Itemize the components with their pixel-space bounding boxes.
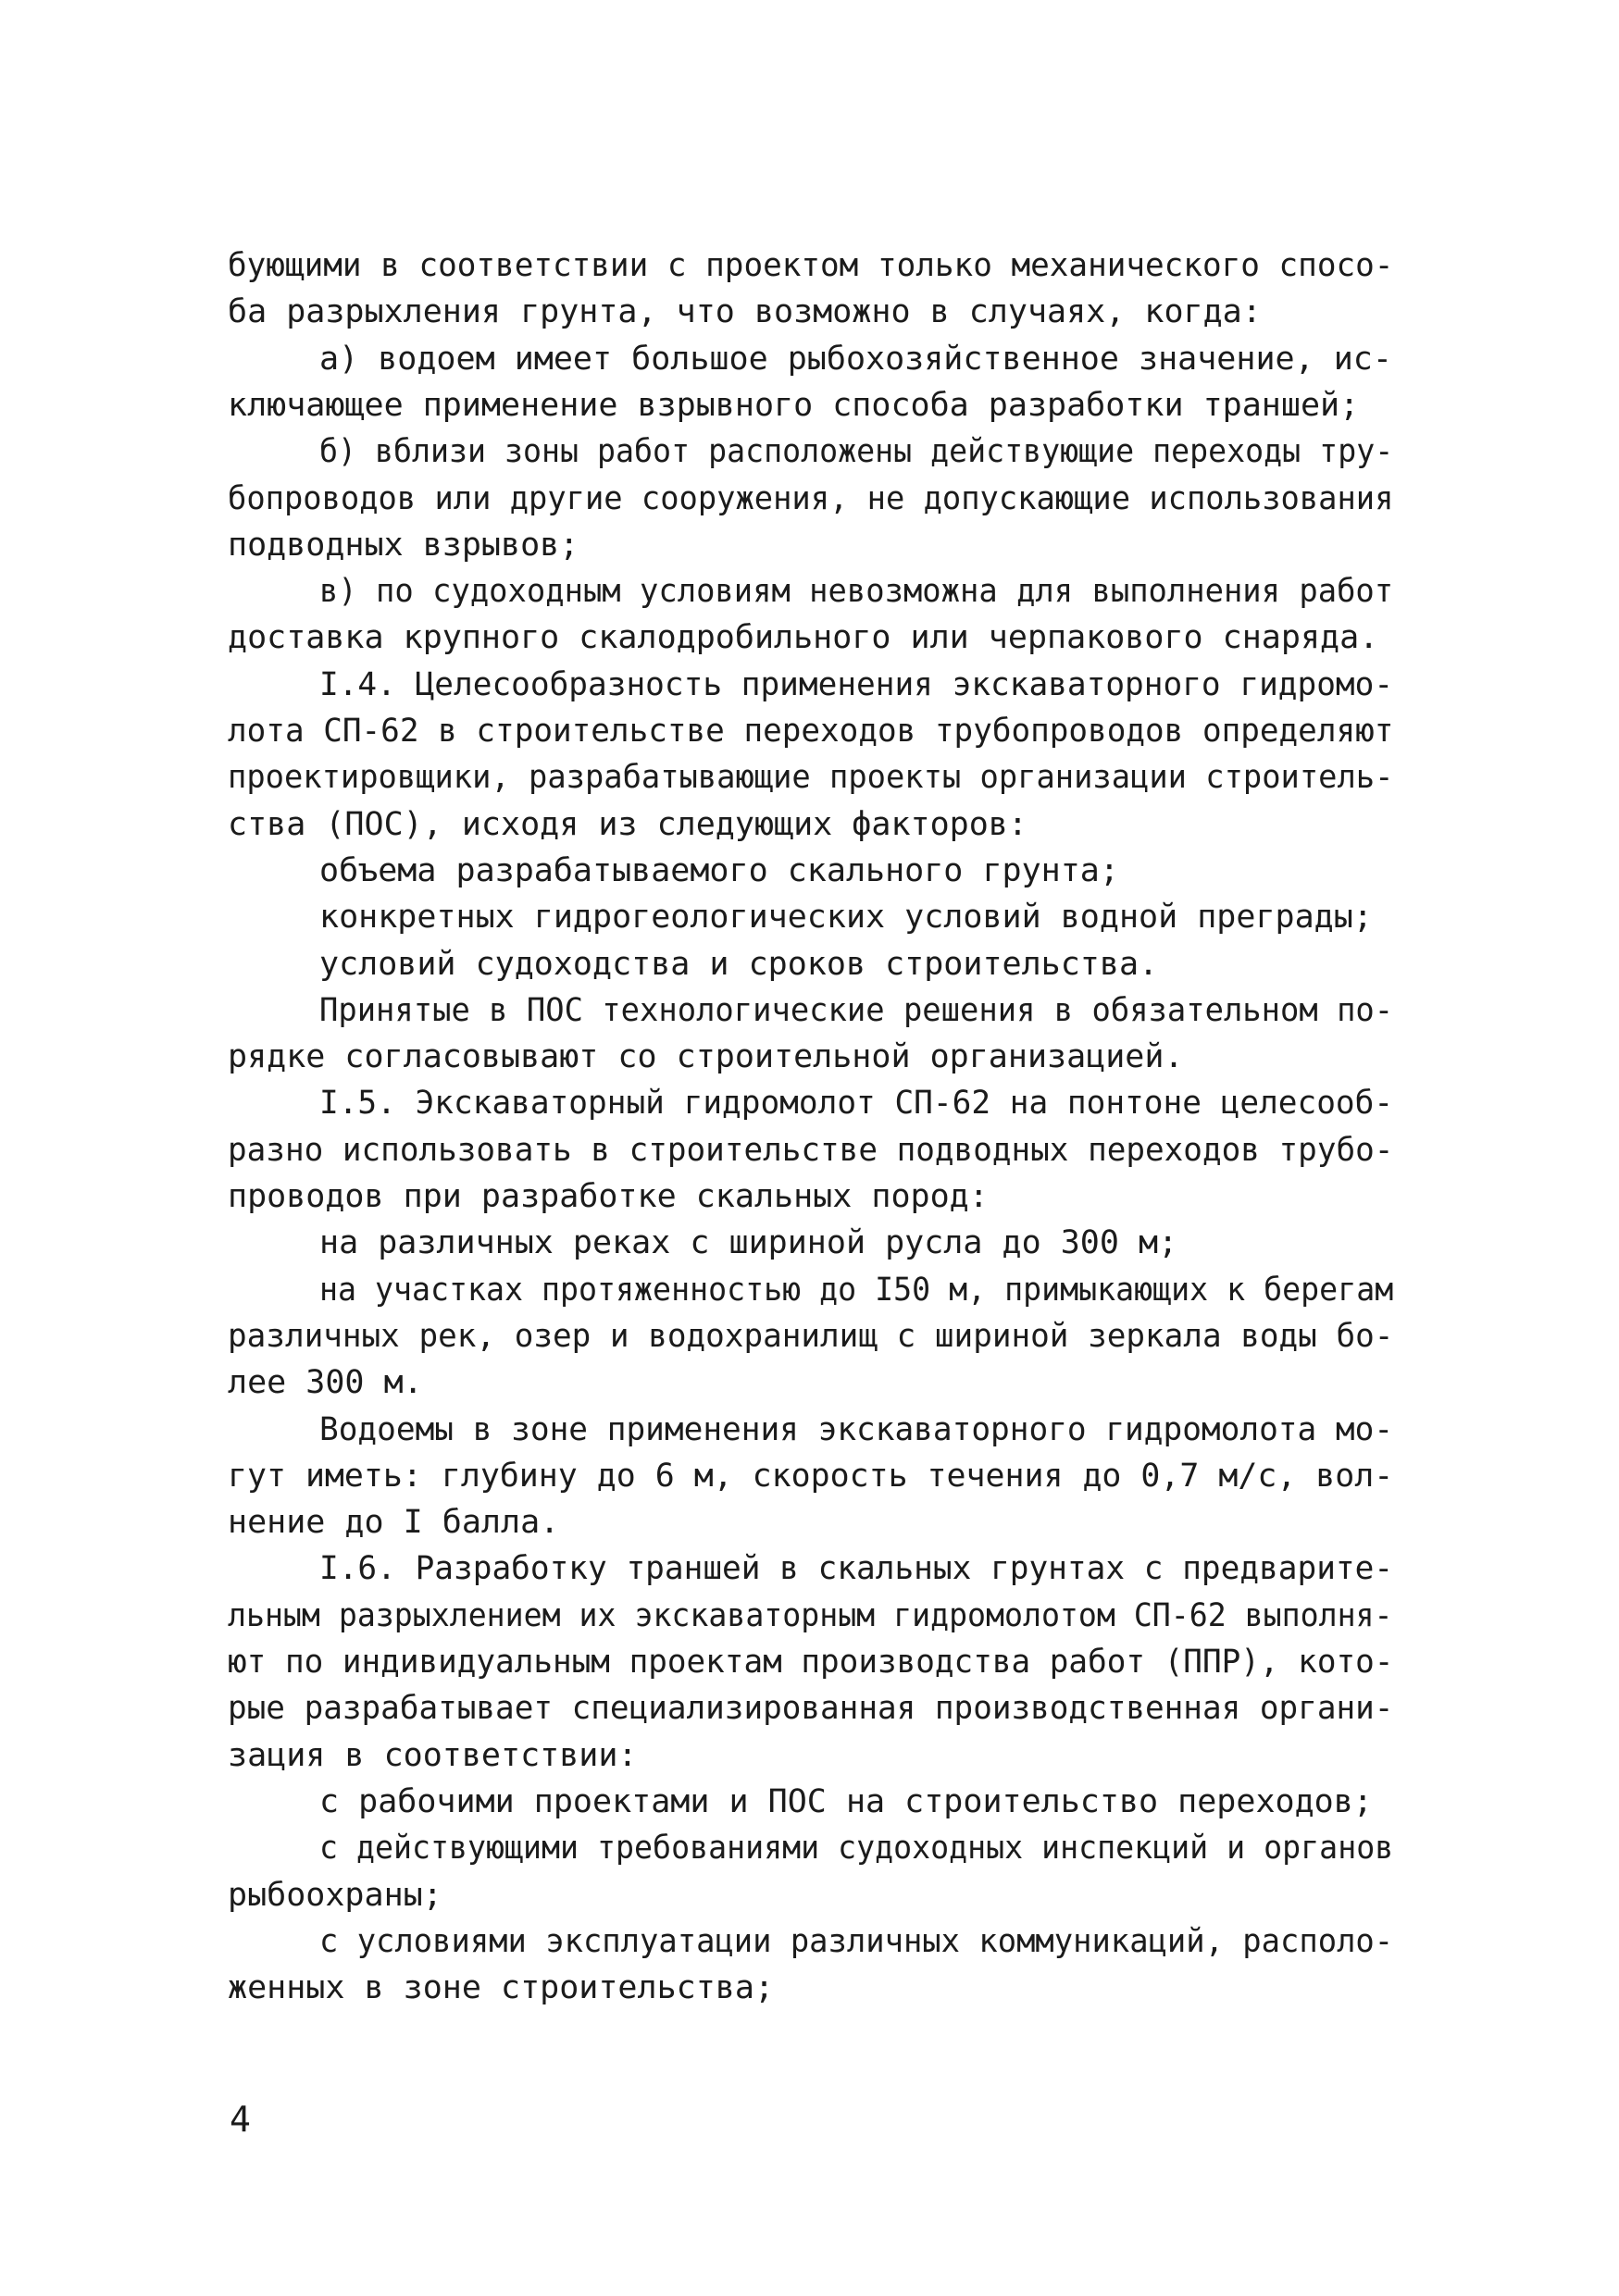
text-line: различных рек, озер и водохранилищ с шириной зеркала воды бо- bbox=[228, 1317, 1394, 1355]
text-line: на участках протяженностью до I50 м, примыкающих к берегам bbox=[319, 1271, 1394, 1309]
text-line: гут иметь: глубину до 6 м, скорость течения до 0,7 м/с, вол- bbox=[228, 1457, 1394, 1495]
text-line: зация в соответствии: bbox=[228, 1736, 638, 1774]
page-number: 4 bbox=[230, 2099, 251, 2140]
text-line: рядке согласовывают со строительной организацией. bbox=[228, 1038, 1184, 1076]
text-line: лота СП-62 в строительстве переходов трубопроводов определяют bbox=[228, 713, 1394, 750]
text-line: с условиями эксплуатации различных коммуникаций, располо- bbox=[319, 1922, 1394, 1960]
text-line: конкретных гидрогеологических условий водной преграды; bbox=[319, 899, 1373, 937]
text-line: подводных взрывов; bbox=[228, 526, 579, 564]
text-line: в) по судоходным условиям невозможна для выполнения работ bbox=[319, 573, 1394, 611]
text-line: проводов при разработке скальных пород: bbox=[228, 1178, 989, 1215]
text-line: лее 300 м. bbox=[228, 1364, 423, 1402]
text-line: нение до I балла. bbox=[228, 1504, 560, 1542]
text-line: на различных реках с шириной русла до 300 м; bbox=[319, 1224, 1178, 1262]
text-line: а) водоем имеет большое рыбохозяйственное значение, ис- bbox=[319, 340, 1392, 378]
text-line: рыбоохраны; bbox=[228, 1876, 442, 1914]
text-line: с действующими требованиями судоходных инспекций и органов bbox=[319, 1830, 1394, 1868]
text-line: проектировщики, разрабатывающие проекты организации строитель- bbox=[228, 759, 1394, 797]
text-line: ба разрыхления грунта, что возможно в случаях, когда: bbox=[228, 293, 1262, 331]
text-line: Водоемы в зоне применения экскаваторного гидромолота мо- bbox=[319, 1410, 1394, 1448]
text-line: с рабочими проектами и ПОС на строительство переходов; bbox=[319, 1782, 1373, 1820]
text-line: доставка крупного скалодробильного или черпакового снаряда. bbox=[228, 619, 1379, 657]
text-line: объема разрабатываемого скального грунта; bbox=[319, 851, 1119, 889]
text-line: ства (ПОС), исходя из следующих факторов: bbox=[228, 805, 1027, 843]
text-line: Принятые в ПОС технологические решения в обязательном по- bbox=[319, 991, 1394, 1029]
text-line: ют по индивидуальным проектам производства работ (ППР), кото- bbox=[228, 1644, 1394, 1681]
text-line: I.5. Экскаваторный гидромолот СП-62 на понтоне целесооб- bbox=[319, 1085, 1394, 1123]
text-line: бующими в соответствии с проектом только механического спосо- bbox=[228, 247, 1394, 284]
text-line: бопроводов или другие сооружения, не допускающие использования bbox=[228, 479, 1394, 517]
text-line: женных в зоне строительства; bbox=[228, 1969, 775, 2007]
text-line: разно использовать в строительстве подводных переходов трубо- bbox=[228, 1131, 1394, 1169]
text-line: б) вблизи зоны работ расположены действующие переходы тру- bbox=[319, 433, 1394, 471]
text-line: льным разрыхлением их экскаваторным гидромолотом СП-62 выполня- bbox=[228, 1596, 1393, 1634]
text-line: I.6. Разработку траншей в скальных грунтах с предварите- bbox=[319, 1550, 1394, 1588]
text-line: ключающее применение взрывного способа разработки траншей; bbox=[228, 386, 1360, 424]
text-line: рые разрабатывает специализированная производственная органи- bbox=[228, 1690, 1394, 1728]
text-line: условий судоходства и сроков строительства. bbox=[319, 945, 1159, 983]
text-line: I.4. Целесообразность применения экскаваторного гидромо- bbox=[319, 665, 1394, 703]
